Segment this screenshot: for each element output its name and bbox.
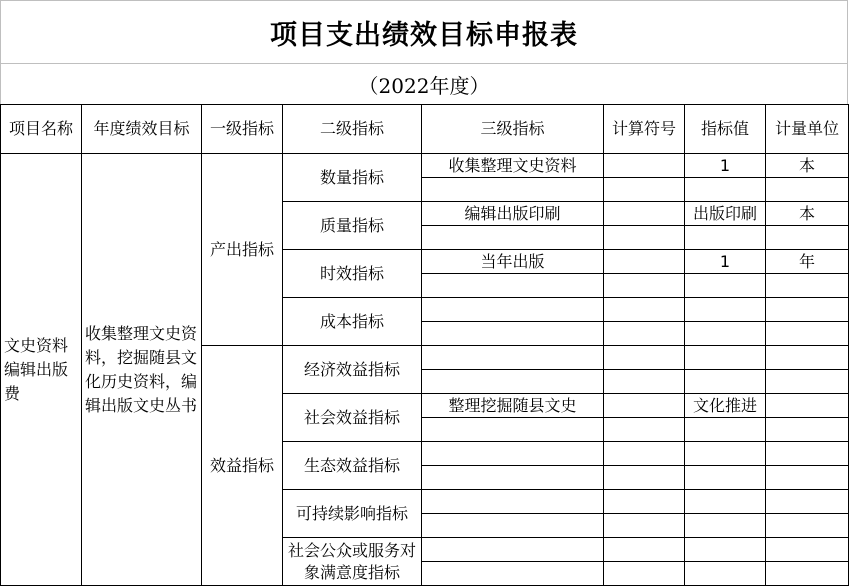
- empty-cell: [766, 514, 849, 538]
- empty-cell: [604, 370, 685, 394]
- empty-cell: [422, 418, 604, 442]
- empty-cell: [604, 490, 685, 514]
- header-value: 指标值: [685, 105, 766, 154]
- empty-cell: [766, 322, 849, 346]
- empty-cell: [766, 178, 849, 202]
- empty-cell: [766, 538, 849, 562]
- level3-social: 整理挖掘随县文史: [422, 394, 604, 418]
- empty-cell: [766, 298, 849, 322]
- empty-cell: [766, 274, 849, 298]
- empty-cell: [604, 418, 685, 442]
- header-operator: 计算符号: [604, 105, 685, 154]
- empty-cell: [422, 178, 604, 202]
- empty-cell: [422, 442, 604, 466]
- empty-cell: [422, 370, 604, 394]
- annual-goal-cell: 收集整理文史资料，挖掘随县文化历史资料，编辑出版文史丛书: [82, 154, 202, 586]
- level2-timeliness: 时效指标: [283, 250, 422, 298]
- empty-cell: [766, 370, 849, 394]
- empty-cell: [685, 514, 766, 538]
- header-annual-goal: 年度绩效目标: [82, 105, 202, 154]
- level1-benefit: 效益指标: [202, 346, 283, 586]
- empty-cell: [766, 442, 849, 466]
- value-social: 文化推进: [685, 394, 766, 418]
- level2-quality: 质量指标: [283, 202, 422, 250]
- empty-cell: [604, 442, 685, 466]
- level2-sustainable: 可持续影响指标: [283, 490, 422, 538]
- value-quality: 出版印刷: [685, 202, 766, 226]
- operator-cell: [604, 250, 685, 274]
- empty-cell: [422, 538, 604, 562]
- empty-cell: [422, 298, 604, 322]
- empty-cell: [604, 226, 685, 250]
- header-level1: 一级指标: [202, 105, 283, 154]
- empty-cell: [685, 346, 766, 370]
- empty-cell: [685, 322, 766, 346]
- empty-cell: [422, 562, 604, 586]
- report-year: （2022年度）: [0, 63, 848, 104]
- empty-cell: [685, 226, 766, 250]
- value-quantity: 1: [685, 154, 766, 178]
- value-timeliness: 1: [685, 250, 766, 274]
- header-project-name: 项目名称: [1, 105, 82, 154]
- level3-quality: 编辑出版印刷: [422, 202, 604, 226]
- empty-cell: [766, 226, 849, 250]
- empty-cell: [422, 226, 604, 250]
- empty-cell: [604, 346, 685, 370]
- empty-cell: [685, 178, 766, 202]
- unit-timeliness: 年: [766, 250, 849, 274]
- empty-cell: [604, 466, 685, 490]
- project-name-cell: 文史资料编辑出版费: [1, 154, 82, 586]
- unit-quantity: 本: [766, 154, 849, 178]
- empty-cell: [604, 562, 685, 586]
- level2-cost: 成本指标: [283, 298, 422, 346]
- header-unit: 计量单位: [766, 105, 849, 154]
- operator-cell: [604, 154, 685, 178]
- empty-cell: [685, 298, 766, 322]
- empty-cell: [422, 466, 604, 490]
- operator-cell: [604, 394, 685, 418]
- unit-social: [766, 394, 849, 418]
- unit-quality: 本: [766, 202, 849, 226]
- level1-output: 产出指标: [202, 154, 283, 346]
- empty-cell: [604, 298, 685, 322]
- empty-cell: [422, 274, 604, 298]
- empty-cell: [685, 490, 766, 514]
- empty-cell: [422, 490, 604, 514]
- level2-economic: 经济效益指标: [283, 346, 422, 394]
- empty-cell: [766, 346, 849, 370]
- empty-cell: [766, 466, 849, 490]
- empty-cell: [604, 538, 685, 562]
- level3-quantity: 收集整理文史资料: [422, 154, 604, 178]
- performance-table: [0, 104, 849, 586]
- empty-cell: [422, 514, 604, 538]
- empty-cell: [766, 562, 849, 586]
- operator-cell: [604, 202, 685, 226]
- header-level3: 三级指标: [422, 105, 604, 154]
- empty-cell: [604, 178, 685, 202]
- level2-social: 社会效益指标: [283, 394, 422, 442]
- empty-cell: [422, 322, 604, 346]
- empty-cell: [604, 274, 685, 298]
- empty-cell: [685, 442, 766, 466]
- page-title: 项目支出绩效目标申报表: [0, 0, 848, 63]
- level2-ecological: 生态效益指标: [283, 442, 422, 490]
- level3-timeliness: 当年出版: [422, 250, 604, 274]
- empty-cell: [685, 466, 766, 490]
- header-row: [1, 105, 849, 154]
- empty-cell: [685, 274, 766, 298]
- empty-cell: [685, 418, 766, 442]
- empty-cell: [604, 514, 685, 538]
- empty-cell: [766, 418, 849, 442]
- empty-cell: [685, 370, 766, 394]
- empty-cell: [685, 562, 766, 586]
- header-level2: 二级指标: [283, 105, 422, 154]
- table-row: [1, 154, 849, 178]
- level2-quantity: 数量指标: [283, 154, 422, 202]
- empty-cell: [685, 538, 766, 562]
- level2-satisfaction: 社会公众或服务对象满意度指标: [283, 538, 422, 586]
- empty-cell: [604, 322, 685, 346]
- empty-cell: [766, 490, 849, 514]
- empty-cell: [422, 346, 604, 370]
